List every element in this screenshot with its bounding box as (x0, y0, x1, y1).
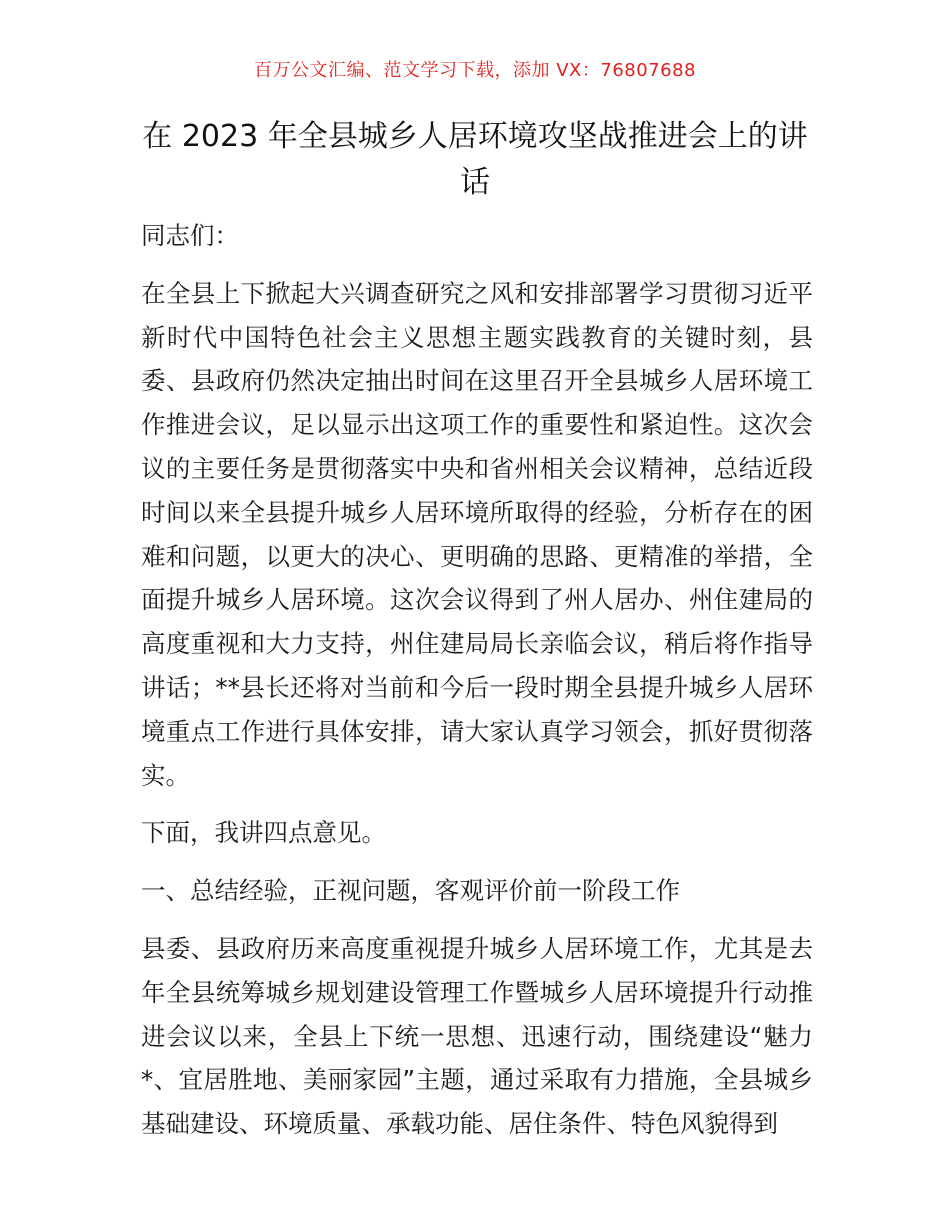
section-heading-1: 一、总结经验，正视问题，客观评价前一阶段工作 (141, 876, 680, 906)
salutation: 同志们： (141, 221, 239, 250)
document-title: 在 2023 年全县城乡人居环境攻坚战推进会上的讲话 (142, 119, 808, 200)
watermark-banner: 百万公文汇编、范文学习下载，添加 VX：76807688 (254, 60, 696, 81)
paragraph-section-1: 县委、县政府历来高度重视提升城乡人居环境工作，尤其是去年全县统筹城乡规划建设管理工作暨城乡人居环境提升行动推进会议以来，全县上下统一思想、迅速行动，围绕建设“魅力*、宜居胜地、美丽家园”主题，通过采取有力措施，全县城乡基础建设、环境质量、承载功能、居住条件、特色风貌得到 (141, 933, 813, 1139)
document-body (141, 214, 813, 1160)
paragraph-intro: 在全县上下掀起大兴调查研究之风和安排部署学习贯彻习近平新时代中国特色社会主义思想主题实践教育的关键时刻，县委、县政府仍然决定抽出时间在这里召开全县城乡人居环境工作推进会议，足以显示出这项工作的重要性和紧迫性。这次会议的主要任务是贯彻落实中央和省州相关会议精神，总结近段时间以来全县提升城乡人居环境所取得的经验，分析存在的困难和问题，以更大的决心、更明确的思路、更精准的举措，全面提升城乡人居环境。这次会议得到了州人居办、州住建局的高度重视和大力支持，州住建局局长亲临会议，稍后将作指导讲话；**县长还将对当前和今后一段时期全县提升城乡人居环境重点工作进行具体安排，请大家认真学习领会，抓好贯彻落实。 (141, 278, 813, 790)
paragraph-outline: 下面，我讲四点意见。 (141, 818, 386, 848)
